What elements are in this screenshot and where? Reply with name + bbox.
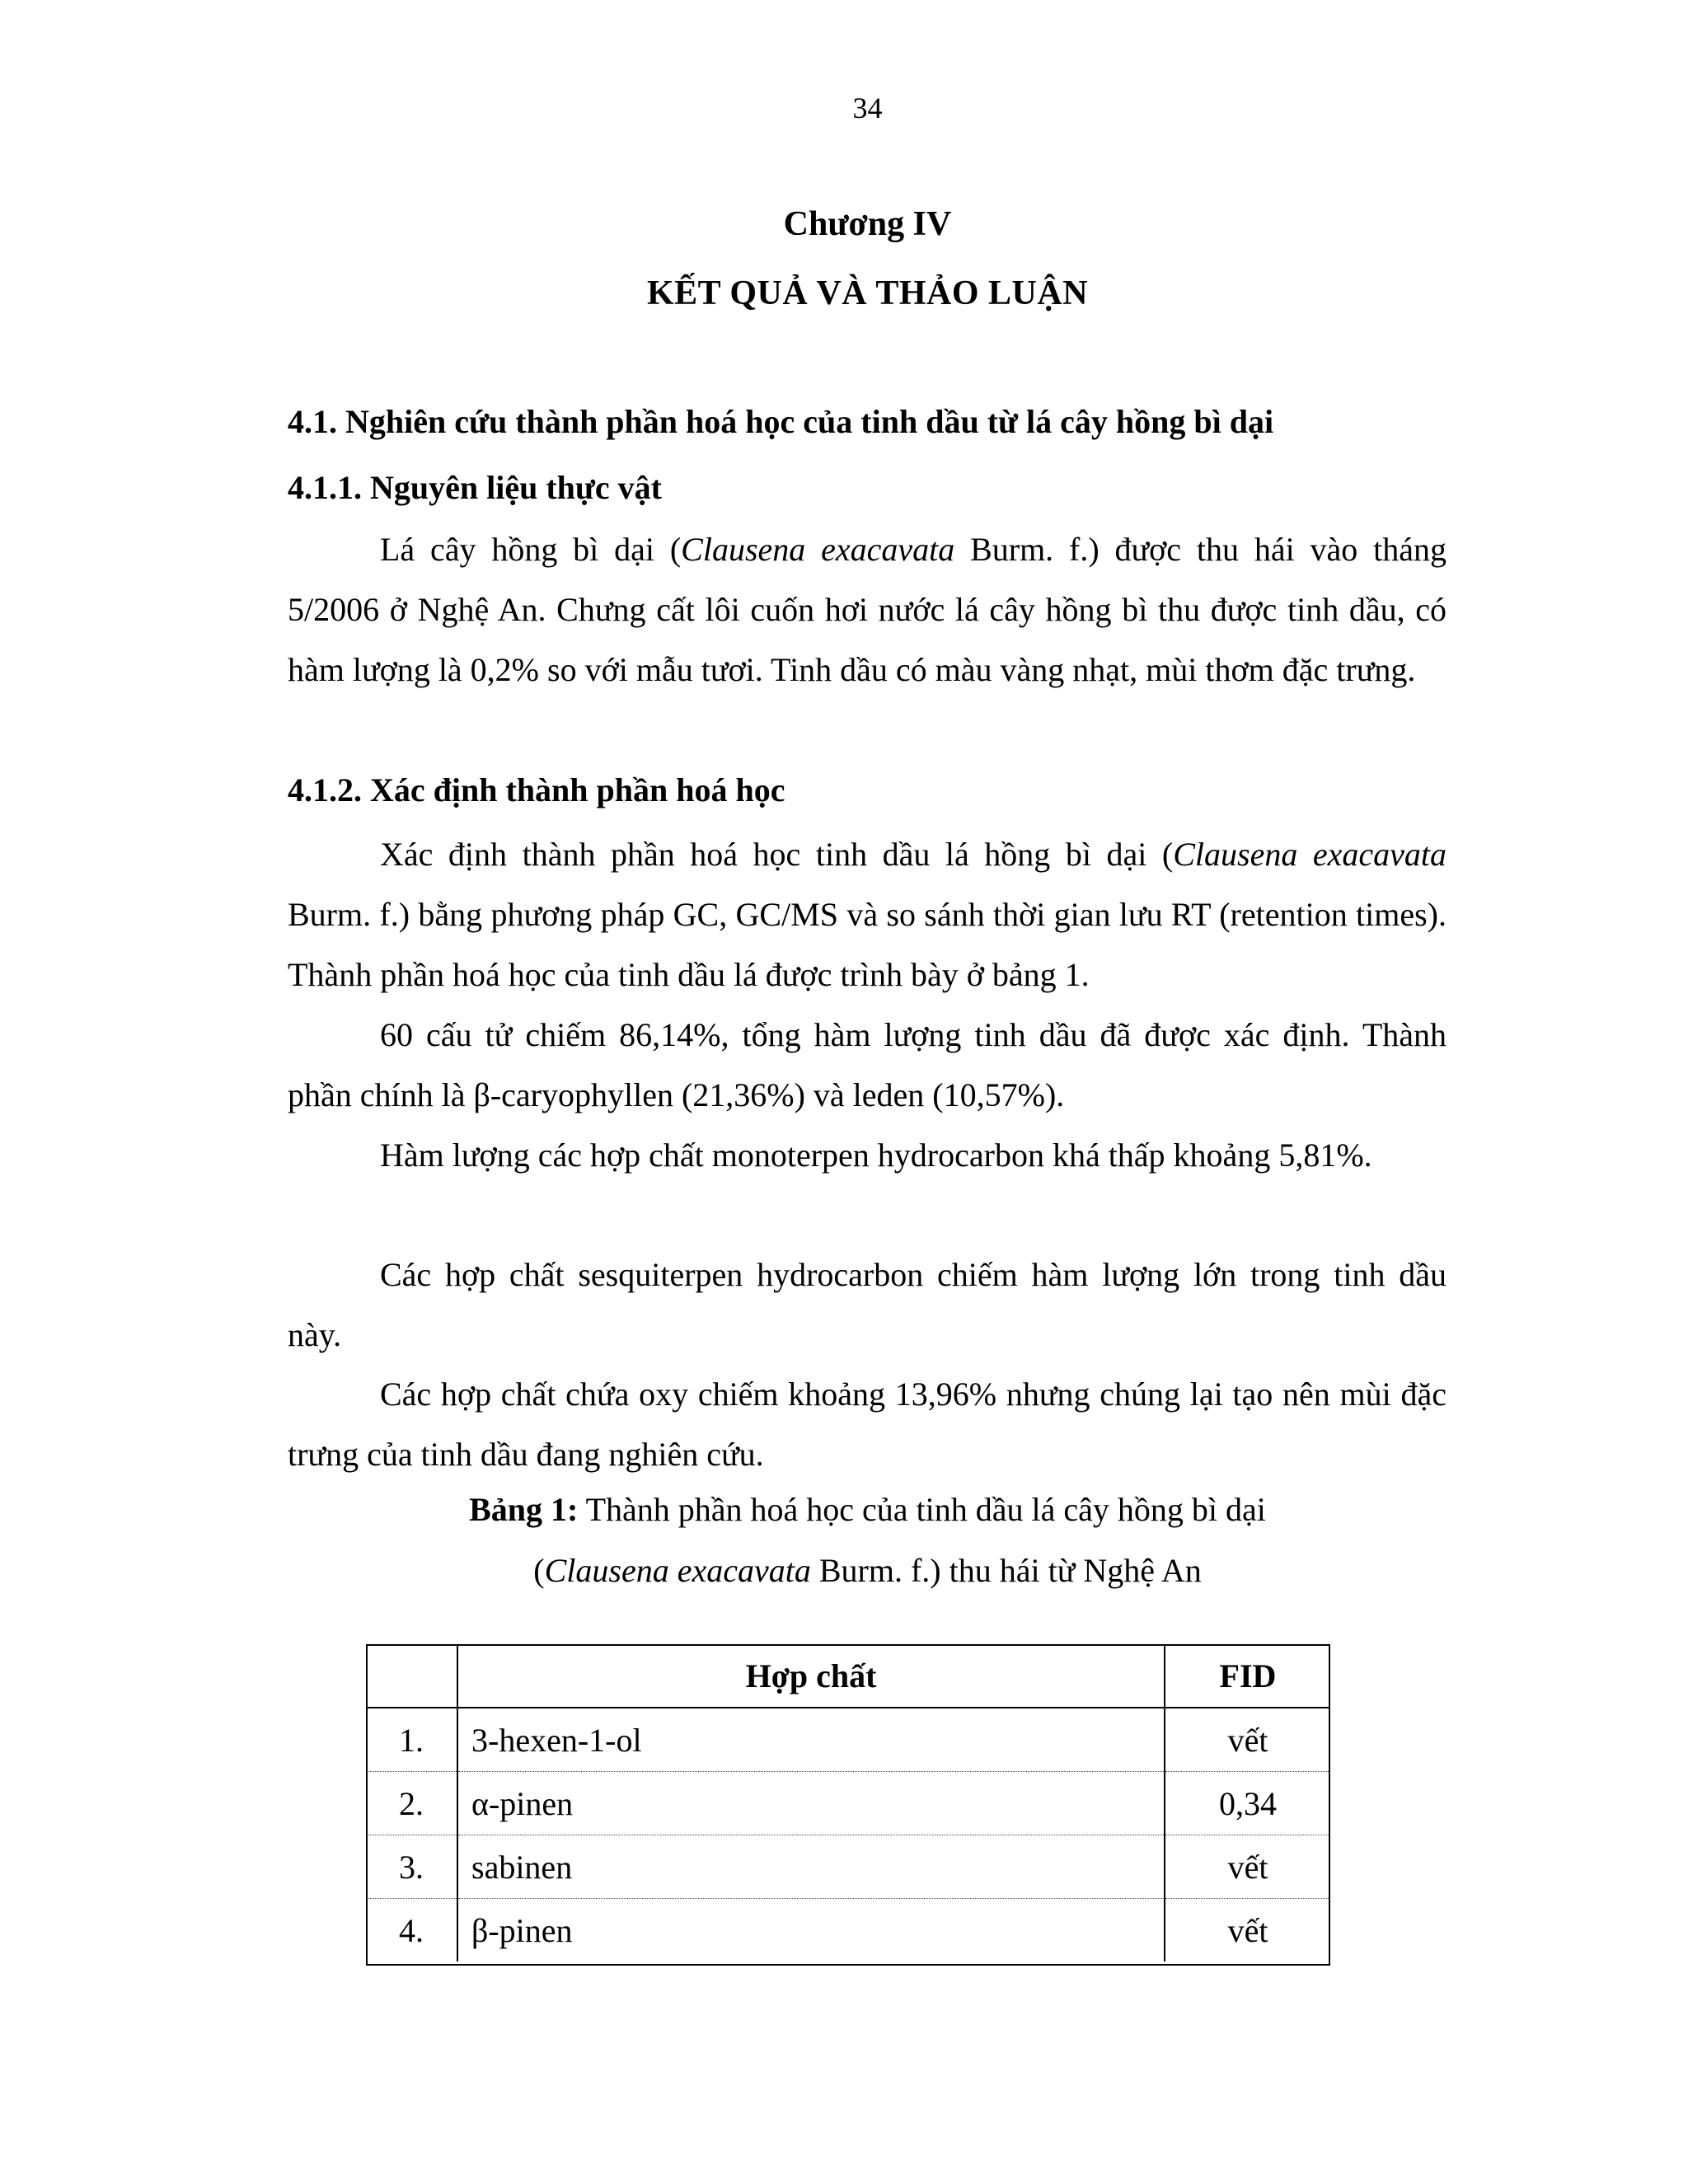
paragraph-sesquiterpen: Các hợp chất sesquiterpen hydrocarbon chiếm hàm lượng lớn trong tinh dầu này.	[288, 1256, 1447, 1353]
row-compound: sabinen	[457, 1835, 1165, 1899]
paragraph-oxygenated: Các hợp chất chứa oxy chiếm khoảng 13,96% nhưng chúng lại tạo nên mùi đặc trưng của tinh dầu đang nghiên cứu.	[288, 1376, 1447, 1473]
table-caption-line-1: Bảng 1: Thành phần hoá học của tinh dầu lá cây hồng bì dại	[469, 1491, 1266, 1528]
table-row	[366, 1772, 1330, 1835]
row-number: 4.	[366, 1899, 457, 1962]
row-number: 2.	[366, 1772, 457, 1835]
row-fid: 0,34	[1165, 1772, 1330, 1835]
chapter-title: KẾT QUẢ VÀ THẢO LUẬN	[646, 274, 1089, 312]
section-heading-4-1: 4.1. Nghiên cứu thành phần hoá học của tinh dầu từ lá cây hồng bì dại	[288, 403, 1274, 440]
row-fid: vết	[1165, 1835, 1330, 1899]
section-heading-4-1-1: 4.1.1. Nguyên liệu thực vật	[288, 469, 663, 506]
chapter-label: Chương IV	[783, 205, 952, 243]
table-header-row	[366, 1644, 1330, 1708]
row-number: 3.	[366, 1835, 457, 1899]
row-number: 1.	[366, 1708, 457, 1772]
row-fid: vết	[1227, 1911, 1268, 1949]
row-compound: α-pinen	[457, 1772, 1165, 1835]
page-number: 34	[852, 91, 883, 124]
paragraph-components: 60 cấu tử chiếm 86,14%, tổng hàm lượng tinh dầu đã được xác định. Thành phần chính là β-caryophyllen (21,36%) và leden (10,57%).	[288, 1016, 1447, 1113]
paragraph-method: Xác định thành phần hoá học tinh dầu lá hồng bì dại (Clausena exacavata Burm. f.) bằng phương pháp GC, GC/MS và so sánh thời gian lưu RT (retention times). Thành phần hoá học của tinh dầu lá được trình bày ở bảng 1.	[288, 836, 1447, 993]
header-compound: Hợp chất	[457, 1644, 1165, 1708]
row-compound: 3-hexen-1-ol	[457, 1708, 1165, 1772]
table-row	[366, 1835, 1330, 1899]
table-row	[366, 1708, 1330, 1772]
paragraph-monoterpen: Hàm lượng các hợp chất monoterpen hydrocarbon khá thấp khoảng 5,81%.	[380, 1137, 1372, 1174]
compounds-table	[366, 1644, 1330, 1961]
header-fid: FID	[1165, 1644, 1330, 1708]
row-fid: vết	[1165, 1708, 1330, 1772]
paragraph-plant-material: Lá cây hồng bì dại (Clausena exacavata Burm. f.) được thu hái vào tháng 5/2006 ở Nghệ An. Chưng cất lôi cuốn hơi nước lá cây hồng bì thu được tinh dầu, có hàm lượng là 0,2% so với mẫu tươi. Tinh dầu có màu vàng nhạt, mùi thơm đặc trưng.	[288, 531, 1447, 688]
header-number	[366, 1644, 457, 1708]
section-heading-4-1-2: 4.1.2. Xác định thành phần hoá học	[288, 771, 785, 808]
table-row	[366, 1899, 1330, 1962]
table-caption-line-2: (Clausena exacavata Burm. f.) thu hái từ Nghệ An	[533, 1552, 1202, 1589]
row-compound: β-pinen	[457, 1899, 1165, 1962]
